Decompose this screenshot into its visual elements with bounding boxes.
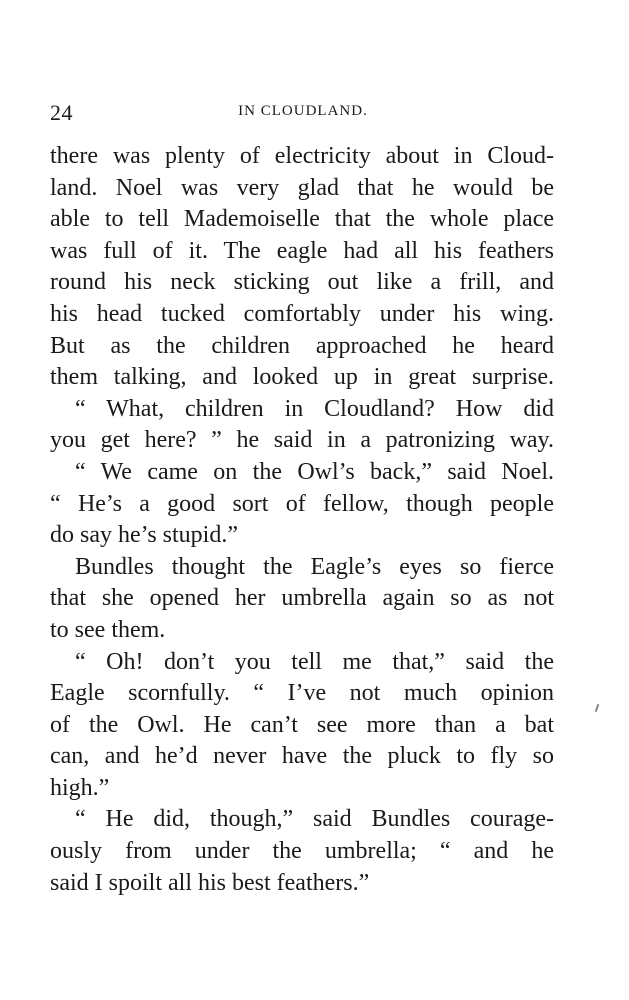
text-line: them talking, and looked up in great surprise. [50, 364, 554, 391]
text-line: land. Noel was very glad that he would be [50, 174, 554, 201]
paragraph [50, 394, 554, 457]
text-line: can, and he’d never have the pluck to fly so [50, 743, 554, 770]
text-line: his head tucked comfortably under his wing. [50, 300, 554, 327]
text-line: Bundles thought the Eagle’s eyes so fierce [75, 553, 554, 580]
text-line: Eagle scornfully. “ I’ve not much opinion [50, 680, 554, 707]
text-line: that she opened her umbrella again so as not [50, 585, 554, 612]
text-line: you get here? ” he said in a patronizing way. [50, 427, 554, 454]
paragraph [50, 647, 554, 805]
text-line: “ What, children in Cloudland? How did [75, 395, 554, 422]
paragraph [50, 552, 554, 647]
text-line: said I spoilt all his best feathers.” [50, 869, 370, 896]
text-line: “ He’s a good sort of fellow, though people [50, 490, 554, 517]
text-line: was full of it. The eagle had all his feathers [50, 237, 554, 264]
text-line: high.” [50, 774, 110, 801]
ink-speck [595, 704, 600, 712]
body-text [50, 141, 554, 899]
text-line: “ We came on the Owl’s back,” said Noel. [75, 458, 554, 485]
paragraph [50, 457, 554, 552]
text-line: there was plenty of electricity about in Cloud- [50, 143, 554, 169]
text-line: But as the children approached he heard [50, 332, 554, 359]
page-number: 24 [50, 100, 73, 125]
text-line: of the Owl. He can’t see more than a bat [50, 711, 554, 738]
running-head: IN CLOUDLAND. [238, 103, 368, 119]
text-line: do say he’s stupid.” [50, 522, 238, 549]
page-header [50, 100, 556, 130]
text-line: ously from under the umbrella; “ and he [50, 838, 554, 865]
text-line: round his neck sticking out like a frill, and [50, 269, 554, 296]
text-line: “ Oh! don’t you tell me that,” said the [75, 648, 554, 675]
text-line: “ He did, though,” said Bundles courage- [75, 806, 554, 833]
text-line: to see them. [50, 616, 166, 643]
text-line: able to tell Mademoiselle that the whole place [50, 206, 554, 233]
paragraph [50, 804, 554, 899]
paragraph [50, 141, 554, 394]
